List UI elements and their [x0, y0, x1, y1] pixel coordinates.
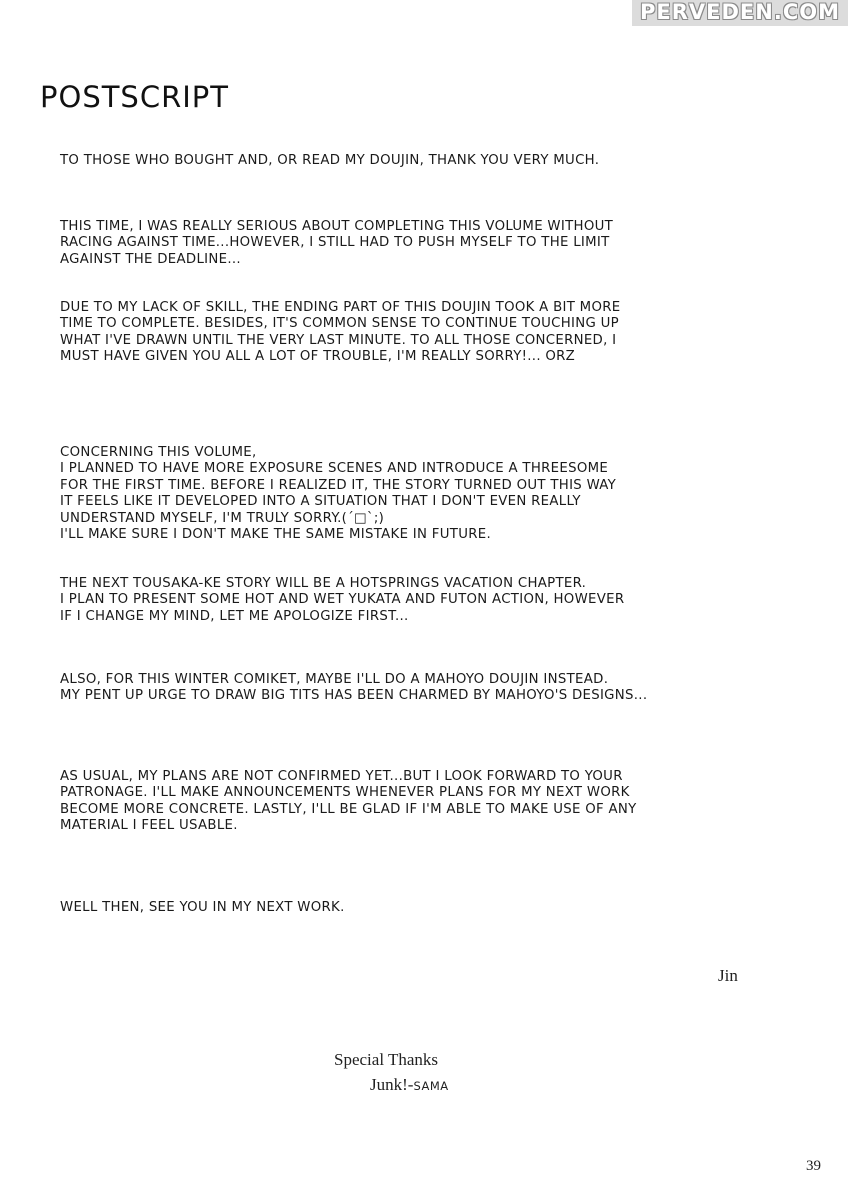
- text-line: TO THOSE WHO BOUGHT AND, OR READ MY DOUJIN, THANK YOU VERY MUCH.: [60, 153, 600, 168]
- text-line: THE NEXT TOUSAKA-KE STORY WILL BE A HOTSPRINGS VACATION CHAPTER.: [60, 576, 587, 591]
- text-line: MUST HAVE GIVEN YOU ALL A LOT OF TROUBLE, I'M REALLY SORRY!... ORZ: [60, 349, 576, 365]
- text-line: PATRONAGE. I'LL MAKE ANNOUNCEMENTS WHENEVER PLANS FOR MY NEXT WORK: [60, 785, 630, 801]
- text-line: IT FEELS LIKE IT DEVELOPED INTO A SITUATION THAT I DON'T EVEN REALLY: [60, 494, 581, 510]
- text-line: I PLANNED TO HAVE MORE EXPOSURE SCENES AND INTRODUCE A THREESOME: [60, 461, 609, 477]
- author-signature: Jin: [718, 966, 738, 985]
- text-line: TIME TO COMPLETE. BESIDES, IT'S COMMON SENSE TO CONTINUE TOUCHING UP: [60, 316, 619, 332]
- page-title: POSTSCRIPT: [40, 80, 229, 114]
- text-line: MY PENT UP URGE TO DRAW BIG TITS HAS BEEN CHARMED BY MAHOYO'S DESIGNS...: [60, 688, 648, 704]
- thanks-name: Junk!-: [370, 1075, 414, 1094]
- text-line: UNDERSTAND MYSELF, I'M TRULY SORRY.(´□`;): [60, 510, 385, 526]
- paragraph-farewell: [60, 900, 790, 916]
- page-number: 39: [806, 1158, 821, 1174]
- text-line: DUE TO MY LACK OF SKILL, THE ENDING PART OF THIS DOUJIN TOOK A BIT MORE: [60, 300, 621, 315]
- text-line: THIS TIME, I WAS REALLY SERIOUS ABOUT COMPLETING THIS VOLUME WITHOUT: [60, 219, 614, 234]
- paragraph-plans: [60, 769, 790, 835]
- paragraph-volume: [60, 445, 790, 543]
- text-line: ALSO, FOR THIS WINTER COMIKET, MAYBE I'LL DO A MAHOYO DOUJIN INSTEAD.: [60, 672, 609, 687]
- paragraph-comiket: [60, 672, 790, 705]
- special-thanks-heading: Special Thanks: [334, 1050, 439, 1069]
- special-thanks-name: [370, 1075, 449, 1095]
- paragraph-apology: [60, 300, 790, 366]
- text-line: BECOME MORE CONCRETE. LASTLY, I'LL BE GLAD IF I'M ABLE TO MAKE USE OF ANY: [60, 801, 637, 817]
- site-watermark: PERVEDEN.COM: [632, 0, 848, 26]
- text-line: IF I CHANGE MY MIND, LET ME APOLOGIZE FIRST...: [60, 608, 409, 624]
- text-line: I PLAN TO PRESENT SOME HOT AND WET YUKATA AND FUTON ACTION, HOWEVER: [60, 592, 625, 608]
- text-line: RACING AGAINST TIME...HOWEVER, I STILL HAD TO PUSH MYSELF TO THE LIMIT: [60, 235, 610, 251]
- text-line: AGAINST THE DEADLINE...: [60, 251, 241, 267]
- thanks-honorific: SAMA: [413, 1079, 449, 1093]
- paragraph-next-story: [60, 576, 790, 625]
- paragraph-deadline: [60, 219, 790, 268]
- text-line: WELL THEN, SEE YOU IN MY NEXT WORK.: [60, 900, 345, 915]
- paragraph-thanks: [60, 153, 790, 169]
- text-line: WHAT I'VE DRAWN UNTIL THE VERY LAST MINUTE. TO ALL THOSE CONCERNED, I: [60, 332, 617, 348]
- text-line: CONCERNING THIS VOLUME,: [60, 445, 257, 460]
- text-line: FOR THE FIRST TIME. BEFORE I REALIZED IT, THE STORY TURNED OUT THIS WAY: [60, 477, 617, 493]
- text-line: AS USUAL, MY PLANS ARE NOT CONFIRMED YET...BUT I LOOK FORWARD TO YOUR: [60, 769, 623, 784]
- text-line: MATERIAL I FEEL USABLE.: [60, 818, 238, 834]
- text-line: I'LL MAKE SURE I DON'T MAKE THE SAME MISTAKE IN FUTURE.: [60, 527, 491, 543]
